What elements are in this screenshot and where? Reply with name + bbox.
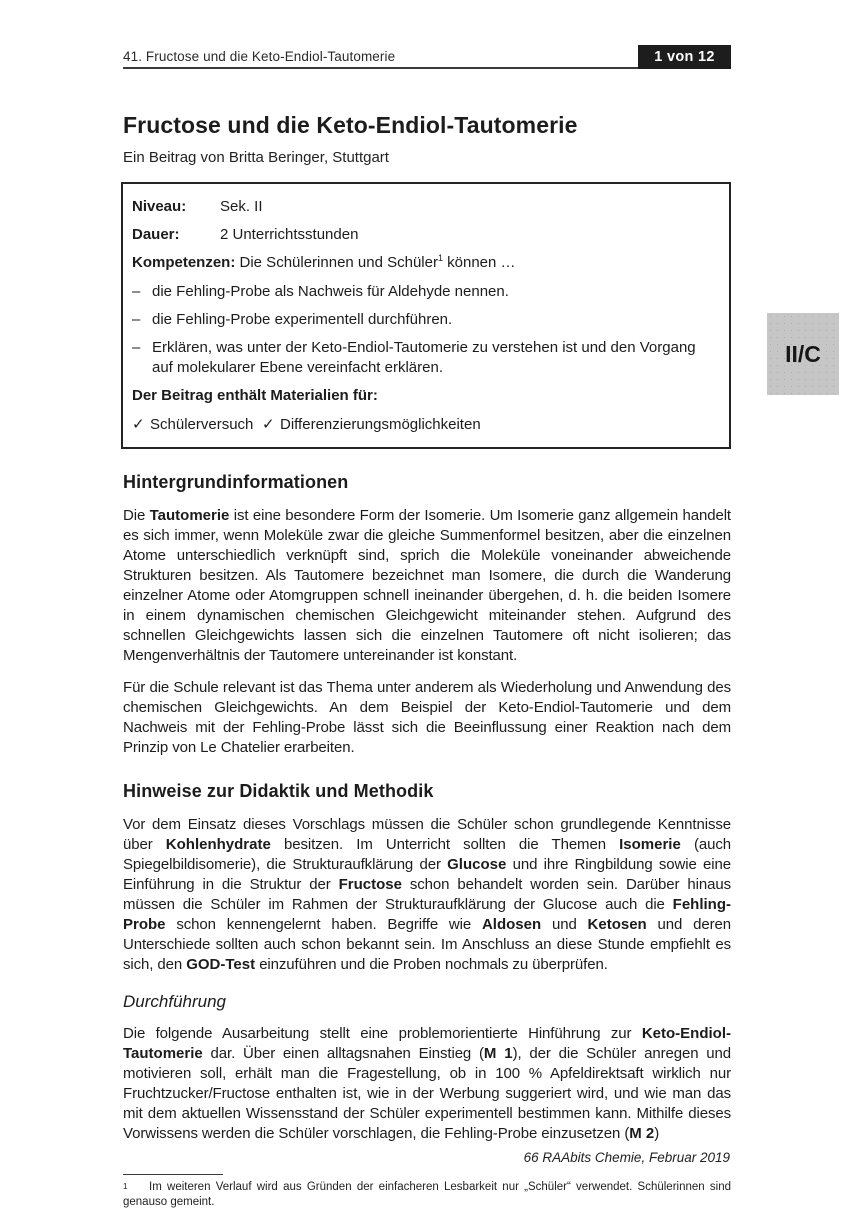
footer-credit: 66 RAAbits Chemie, Februar 2019	[523, 1150, 730, 1165]
header-doc-title: 41. Fructose und die Keto-Endiol-Tautomerie	[123, 49, 396, 64]
info-label: Dauer:	[132, 226, 180, 243]
footnote-text	[123, 1180, 731, 1210]
bullet-item	[132, 338, 717, 378]
article-title: Fructose und die Keto-Endiol-Tautomerie	[123, 112, 578, 138]
bullet-text: Erklären, was unter der Keto-Endiol-Tautomerie zu verstehen ist und den Vorgang auf molekularer Ebene vereinfacht erklären.	[152, 339, 696, 376]
info-row-dauer	[132, 225, 717, 245]
sub-heading-durchfuehrung: Durchführung	[123, 992, 227, 1011]
info-label: Niveau:	[132, 198, 187, 215]
info-row-niveau	[132, 197, 717, 217]
material-item	[132, 415, 262, 435]
bullet-text: die Fehling-Probe als Nachweis für Aldehyde nennen.	[152, 283, 509, 300]
material-item	[262, 415, 481, 435]
section-heading-hintergrund: Hintergrundinformationen	[123, 472, 349, 492]
dash-icon: –	[132, 339, 141, 356]
paragraph: Vor dem Einsatz dieses Vorschlags müssen die Schüler schon grundlegende Kenntnisse über Kohlenhydrate besitzen. Im Unterricht sollten die Themen Isomerie (auch Spiegelbildisomerie), die Strukturaufklärung der Glucose und ihre Ringbildung sowie eine Einführung in die Struktur der Fructose schon behandelt worden sein. Darüber hinaus müssen die Schüler im Rahmen der Strukturaufklärung der Glucose auch die Fehling-Probe schon kennengelernt haben. Begriffe wie Aldosen und Ketosen und deren Unterschiede sollten auch schon bekannt sein. Im Anschluss an diese Stunde empfiehlt es sich, den GOD-Test einzuführen und die Proben nochmals zu überprüfen.	[123, 816, 731, 973]
document-body	[123, 112, 731, 1210]
page-number-badge: 1 von 12	[638, 45, 731, 69]
info-value: 2 Unterrichtsstunden	[220, 226, 359, 243]
section-heading-didaktik: Hinweise zur Didaktik und Methodik	[123, 781, 434, 801]
material-label: Differenzierungsmöglichkeiten	[280, 416, 481, 433]
footnote-body: Im weiteren Verlauf wird aus Gründen der einfacheren Lesbarkeit nur „Schüler“ verwendet. Schülerinnen sind genauso gemeint.	[123, 1181, 731, 1208]
bullet-item	[132, 310, 717, 330]
footnote-block	[123, 1174, 731, 1210]
article-byline: Ein Beitrag von Britta Beringer, Stuttgart	[123, 149, 389, 166]
paragraph: Die folgende Ausarbeitung stellt eine problemorientierte Hinführung zur Keto-Endiol-Tautomerie dar. Über einen alltagsnahen Einstieg (M 1), der die Schüler anregen und motivieren soll, erhält man die Fragestellung, ob in 100 % Apfeldirektsaft wirklich nur Fruchtzucker/Fructose enthalten ist, wie in der Werbung suggeriert wird, und wie man das mit dem aktuellen Wissensstand der Schüler experimentell bestimmen kann. Mithilfe dieses Vorwissens werden die Schüler vorschlagen, die Fehling-Probe einzusetzen (M 2)	[123, 1025, 731, 1142]
dash-icon: –	[132, 311, 141, 328]
checkmark-icon: ✓	[132, 416, 145, 433]
kompetenzen-line: Kompetenzen: Die Schülerinnen und Schüler$^1$ können …	[132, 253, 516, 271]
info-value: Sek. II	[220, 198, 263, 215]
checkmark-icon: ✓	[262, 416, 275, 433]
bullet-text: die Fehling-Probe experimentell durchführen.	[152, 311, 453, 328]
chapter-side-tab: II/C	[767, 313, 839, 395]
footnote-marker: 1	[123, 1182, 128, 1191]
paragraph: Für die Schule relevant ist das Thema unter anderem als Wiederholung und Anwendung des chemischen Gleichgewichts. An dem Beispiel der Keto-Endiol-Tautomerie und dem Nachweis mit der Fehling-Probe lässt sich die Beeinflussung einer Reaktion nach dem Prinzip von Le Chatelier erarbeiten.	[123, 679, 731, 756]
dash-icon: –	[132, 283, 141, 300]
materials-row	[132, 415, 717, 435]
materials-heading: Der Beitrag enthält Materialien für:	[132, 387, 378, 404]
paragraph: Die Tautomerie ist eine besondere Form der Isomerie. Um Isomerie ganz allgemein handelt es sich immer, wenn Moleküle zwar die gleiche Summenformel besitzen, aber die einzelnen Atome unterschiedlich verknüpft sind, sprich die Moleküle voneinander abweichende Strukturen besitzen. Als Tautomere bezeichnet man Isomere, die durch die Wanderung einzelner Atome oder Atomgruppen schnell ineinander übergehen, d. h. die beiden Isomere in einem dynamischen chemischen Gleichgewicht miteinander stehen. Aufgrund des schnellen Gleichgewichts lassen sich die einzelnen Tautomere oft nicht isolieren; das Mengenverhältnis der Tautomere untereinander ist konstant.	[123, 507, 731, 664]
info-box	[121, 182, 731, 449]
footnote-rule	[123, 1174, 223, 1175]
material-label: Schülerversuch	[150, 416, 254, 433]
bullet-item	[132, 282, 717, 302]
